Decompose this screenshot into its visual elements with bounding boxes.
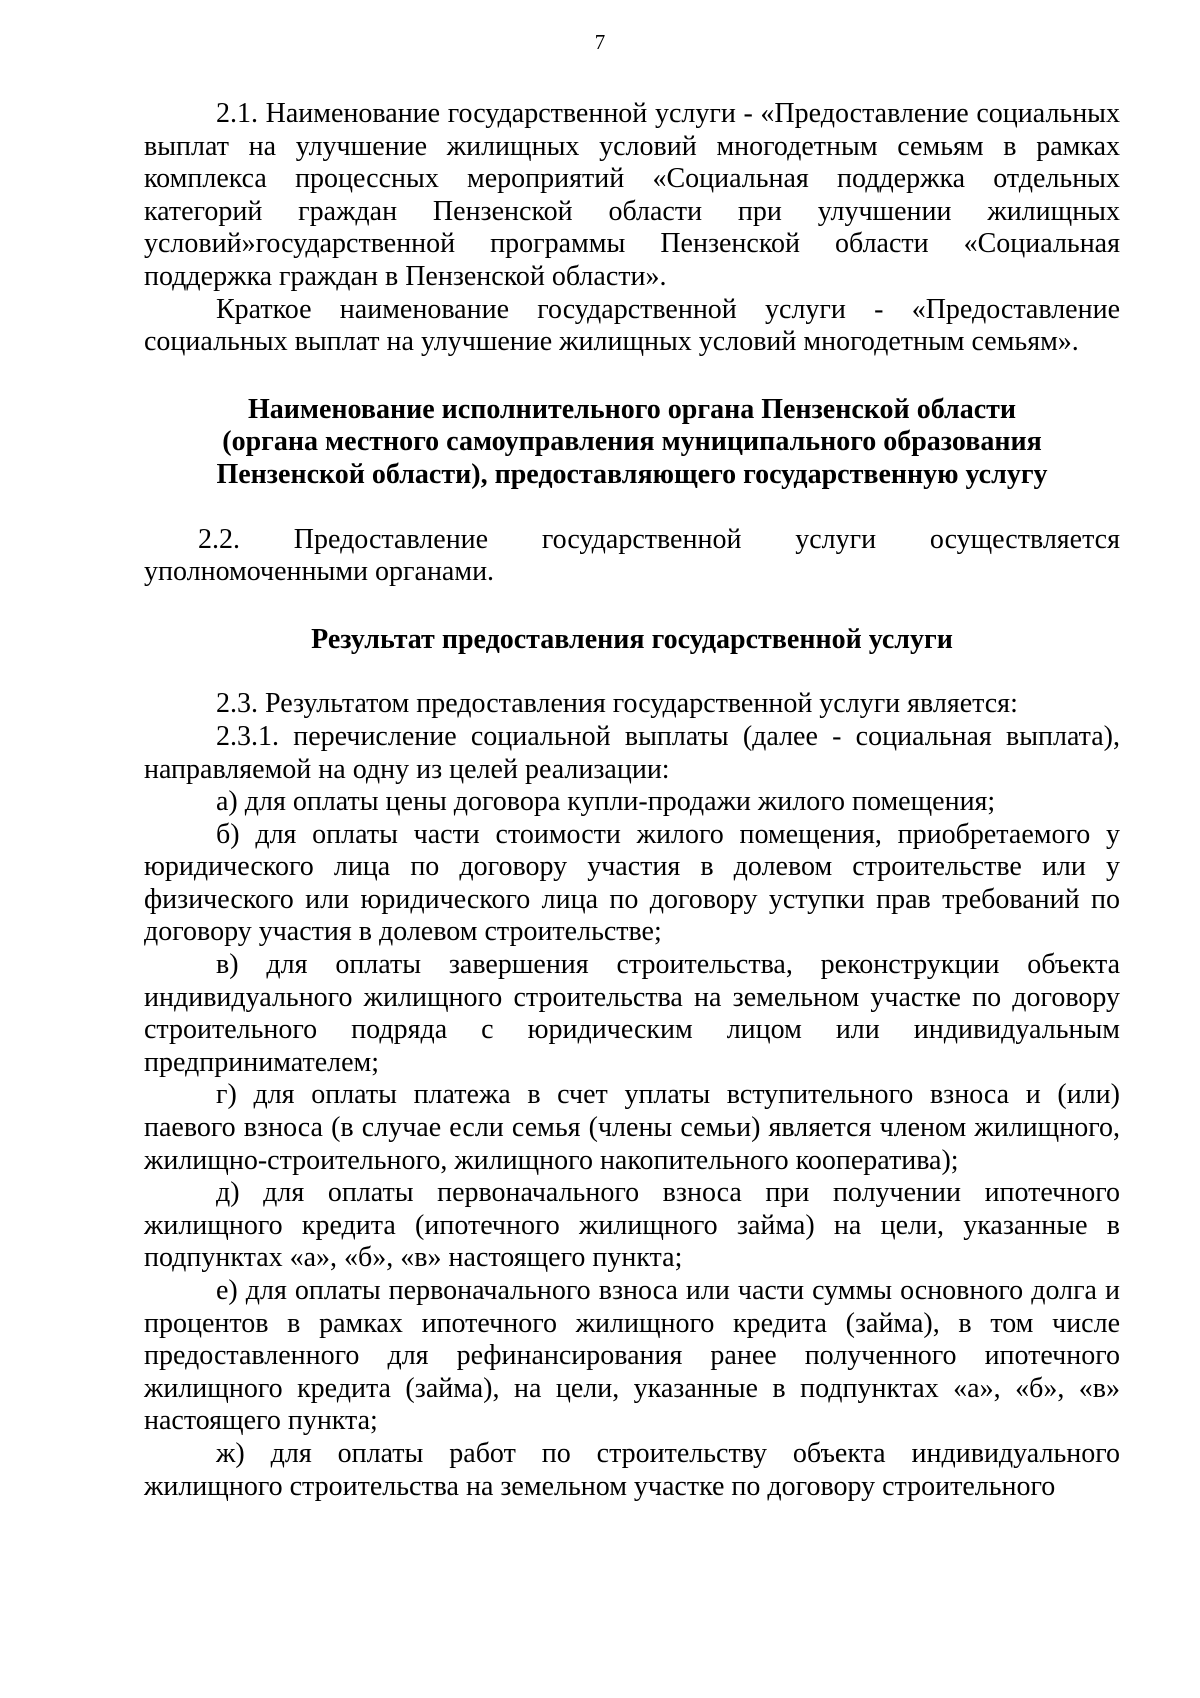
page-number: 7 [594, 30, 606, 54]
heading-executive-body-line-2: (органа местного самоуправления муниципального образования [222, 426, 1042, 458]
paragraph-2-2: 2.2. Предоставление государственной услуги осуществляется уполномоченными органами. [144, 523, 1120, 588]
heading-executive-body [144, 394, 1120, 492]
heading-executive-body-line-1: Наименование исполнительного органа Пензенской области [247, 393, 1017, 425]
list-item-v: в) для оплаты завершения строительства, реконструкции объекта индивидуального жилищного строительства на земельном участке по договору строительного подряда с юридическим лицом или индивидуальным предпринимателем; [144, 949, 1120, 1078]
list-item-e: е) для оплаты первоначального взноса или части суммы основного долга и процентов в рамках ипотечного жилищного кредита (займа), в том числе предоставленного для рефинансирования ранее полученного ипотечного жилищного кредита (займа), на цели, указанные в подпунктах «а», «б», «в» настоящего пункта; [144, 1275, 1120, 1437]
document-body [144, 98, 1120, 1503]
paragraph-2-3-1: 2.3.1. перечисление социальной выплаты (далее - социальная выплата), направляемой на одну из целей реализации: [144, 720, 1120, 785]
list-item-g: г) для оплаты платежа в счет уплаты вступительного взноса и (или) паевого взноса (в случае если семья (члены семьи) является членом жилищного, жилищно-строительного, жилищного накопительного кооператива); [144, 1079, 1120, 1176]
heading-executive-body-line-3: Пензенской области), предоставляющего государственную услугу [216, 458, 1048, 490]
paragraph-2-1: 2.1. Наименование государственной услуги - «Предоставление социальных выплат на улучшение жилищных условий многодетным семьям в рамках комплекса процессных мероприятий «Социальная поддержка отдельных категорий граждан Пензенской области при улучшении жилищных условий»государственной программы Пензенской области «Социальная поддержка граждан в Пензенской области». [144, 98, 1120, 292]
list-item-b: б) для оплаты части стоимости жилого помещения, приобретаемого у юридического лица по договору участия в долевом строительстве или у физического или юридического лица по договору уступки прав требований по договору участия в долевом строительстве; [144, 818, 1120, 948]
paragraph-2-1-short-name: Краткое наименование государственной услуги - «Предоставление социальных выплат на улучшение жилищных условий многодетным семьям». [144, 293, 1120, 358]
list-item-zh: ж) для оплаты работ по строительству объекта индивидуального жилищного строительства на земельном участке по договору строительного [144, 1437, 1120, 1502]
paragraph-2-3: 2.3. Результатом предоставления государственной услуги является: [216, 688, 1018, 720]
list-item-a: а) для оплаты цены договора купли-продажи жилого помещения; [216, 786, 996, 818]
heading-service-result: Результат предоставления государственной услуги [311, 623, 953, 655]
list-item-d: д) для оплаты первоначального взноса при получении ипотечного жилищного кредита (ипотечного жилищного займа) на цели, указанные в подпунктах «а», «б», «в» настоящего пункта; [144, 1177, 1120, 1274]
